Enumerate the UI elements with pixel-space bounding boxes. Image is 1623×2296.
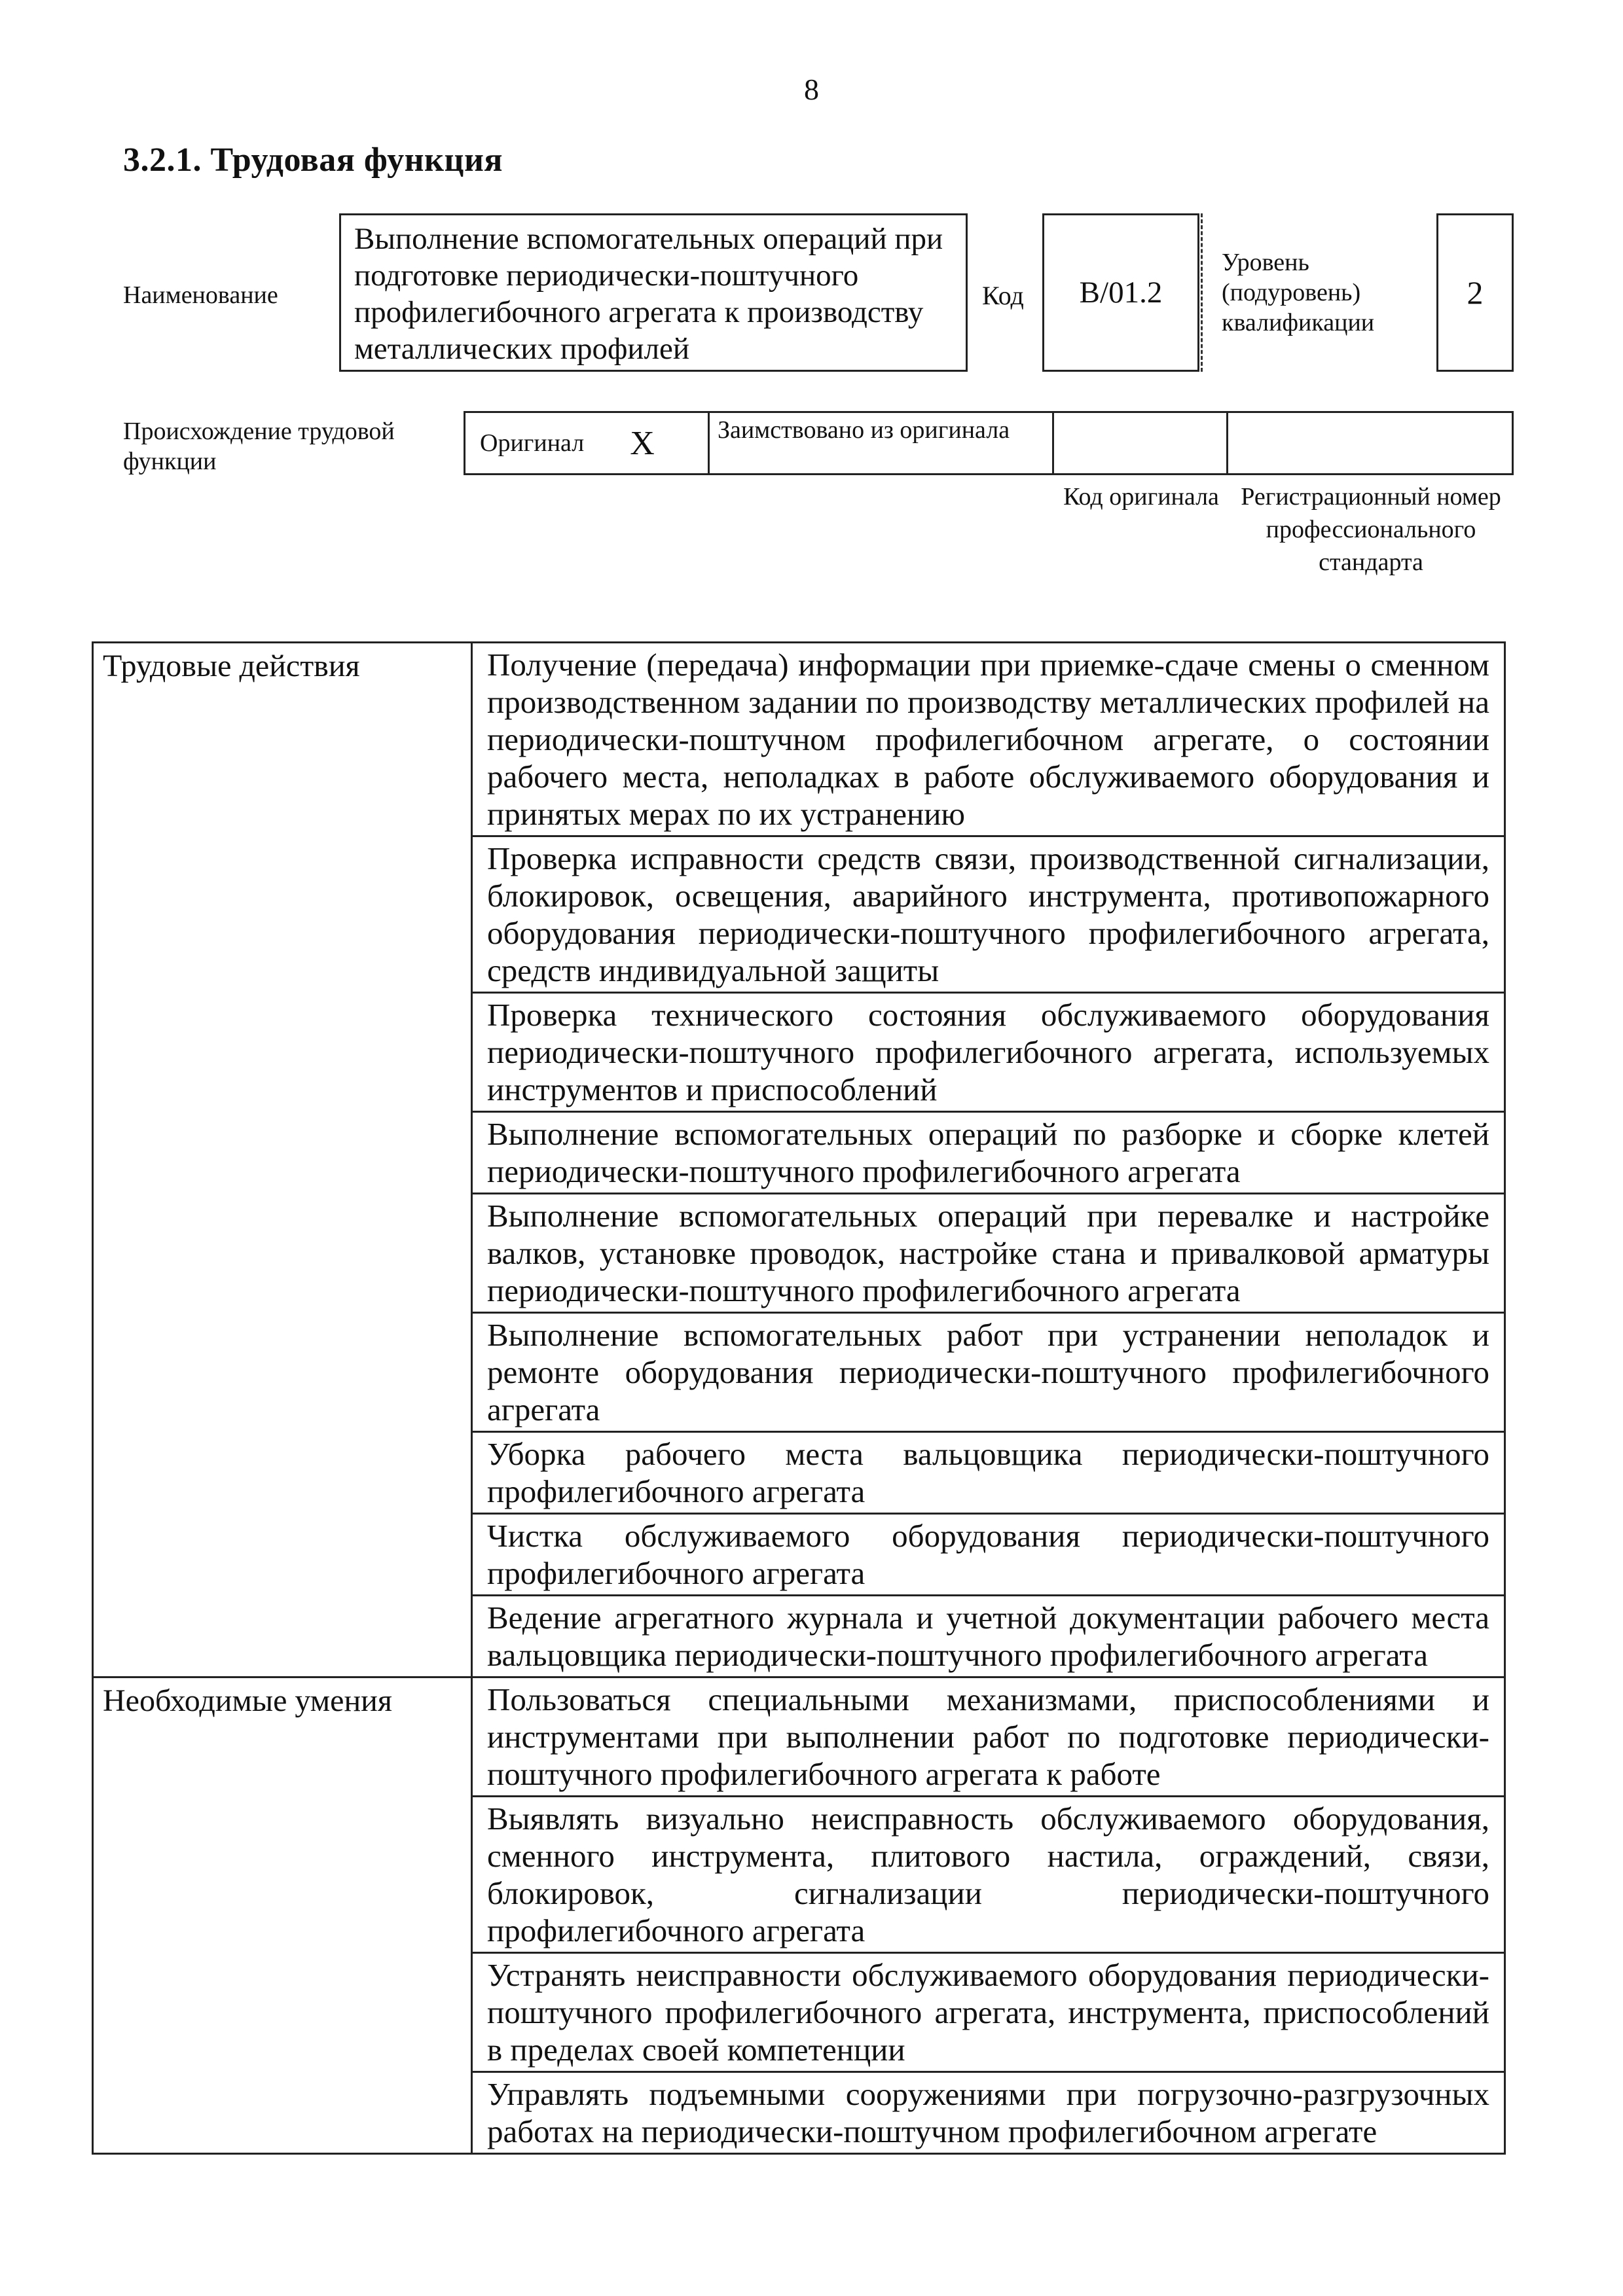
- origin-reg-cell: [1228, 411, 1514, 475]
- table-cell: Выявлять визуально неисправность обслуживаемого оборудования, сменного инструмента, плитового настила, ограждений, связи, блокировок, сигнализации периодически-поштучного профилегибочного агрегата: [472, 1797, 1505, 1953]
- table-cell: Выполнение вспомогательных операций при перевалке и настройке валков, установке проводок, настройке стана и привалковой арматуры периодически-поштучного профилегибочного агрегата: [472, 1194, 1505, 1313]
- code-label: Код: [982, 281, 1024, 310]
- table-cell: Ведение агрегатного журнала и учетной документации рабочего места вальцовщика периодически-поштучного профилегибочного агрегата: [472, 1596, 1505, 1677]
- code-divider: [1201, 213, 1203, 372]
- section-title: 3.2.1. Трудовая функция: [123, 141, 503, 179]
- origin-table: [464, 411, 1514, 475]
- origin-label: Происхождение трудовой функции: [123, 418, 395, 475]
- table-row: [93, 1677, 1505, 1797]
- table-cell: Выполнение вспомогательных работ при устранении неполадок и ремонте оборудования периодически-поштучного профилегибочного агрегата: [472, 1313, 1505, 1432]
- section-title-cell: Необходимые умения: [93, 1677, 472, 2154]
- function-name-value: Выполнение вспомогательных операций при подготовке периодически-поштучного профилегибочного агрегата к производству металлических профилей: [354, 222, 943, 366]
- table-cell: Выполнение вспомогательных операций по разборке и сборке клетей периодически-поштучного профилегибочного агрегата: [472, 1112, 1505, 1194]
- labor-function-table: [92, 641, 1506, 2155]
- table-cell: Получение (передача) информации при приемке-сдаче смены о сменном производственном задании по производству металлических профилей на периодически-поштучном профилегибочном агрегате, о состоянии рабочего места, неполадках в работе обслуживаемого оборудования и принятых мерах по их устранению: [472, 643, 1505, 836]
- table-cell: Чистка обслуживаемого оборудования периодически-поштучного профилегибочного агрегата: [472, 1514, 1505, 1596]
- origin-original-cell: [464, 411, 710, 475]
- table-row: [93, 643, 1505, 836]
- code-original-label: Код оригинала: [1063, 483, 1219, 511]
- code-box: [1042, 213, 1199, 372]
- level-box: [1436, 213, 1514, 372]
- level-label: Уровень (подуровень) квалификации: [1222, 249, 1375, 336]
- table-cell: Проверка технического состояния обслуживаемого оборудования периодически-поштучного профилегибочного агрегата, используемых инструментов и приспособлений: [472, 993, 1505, 1112]
- name-label: Наименование: [123, 281, 278, 309]
- page-number: 8: [804, 73, 819, 106]
- table-cell: Пользоваться специальными механизмами, приспособлениями и инструментами при выполнении работ по подготовке периодически-поштучного профилегибочного агрегата к работе: [472, 1677, 1505, 1797]
- borrowed-label: Заимствовано из оригинала: [718, 416, 1010, 444]
- original-label: Оригинал: [480, 429, 585, 457]
- table-cell: Устранять неисправности обслуживаемого оборудования периодически-поштучного профилегибочного агрегата, инструмента, приспособлений в пределах своей компетенции: [472, 1953, 1505, 2072]
- original-mark: X: [630, 424, 655, 462]
- origin-borrowed-cell: [710, 411, 1054, 475]
- table-cell: Проверка исправности средств связи, производственной сигнализации, блокировок, освещения, аварийного инструмента, противопожарного оборудования периодически-поштучного профилегибочного агрегата, средств индивидуальной защиты: [472, 836, 1505, 993]
- table-cell: Управлять подъемными сооружениями при погрузочно-разгрузочных работах на периодически-поштучном профилегибочном агрегате: [472, 2072, 1505, 2154]
- code-value: В/01.2: [1079, 276, 1163, 310]
- function-name-box: [339, 213, 968, 372]
- level-value: 2: [1467, 274, 1484, 311]
- origin-code-cell: [1054, 411, 1228, 475]
- reg-number-label: Регистрационный номер профессионального стандарта: [1241, 483, 1501, 576]
- table-cell: Уборка рабочего места вальцовщика периодически-поштучного профилегибочного агрегата: [472, 1432, 1505, 1514]
- section-title-cell: Трудовые действия: [93, 643, 472, 1677]
